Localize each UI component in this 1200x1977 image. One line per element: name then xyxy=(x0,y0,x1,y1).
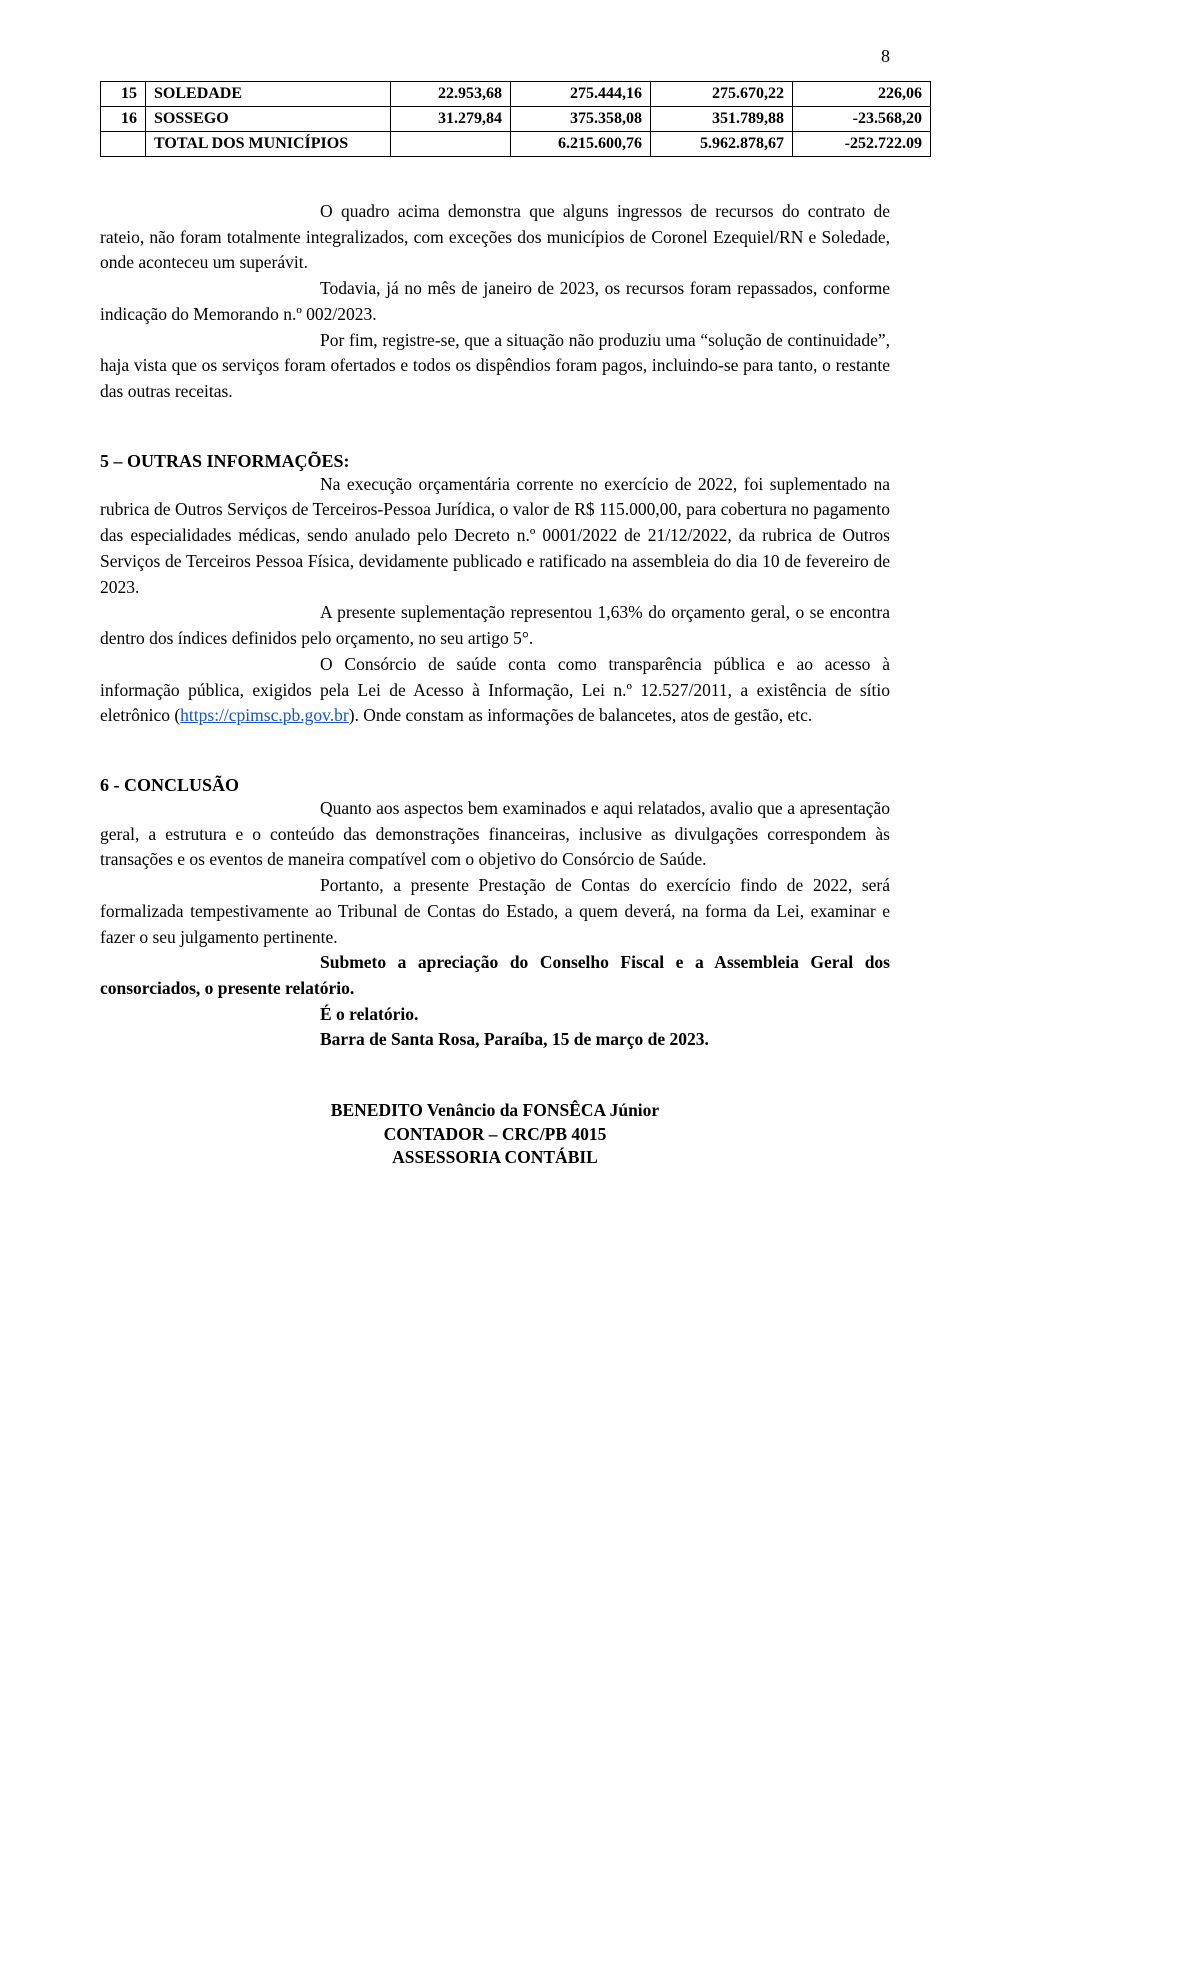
table-cell-municipio: SOLEDADE xyxy=(146,82,391,107)
table-cell-index: 16 xyxy=(101,107,146,132)
table-row xyxy=(101,107,931,132)
table-cell-value xyxy=(391,132,511,157)
paragraph-section5-3 xyxy=(100,652,890,729)
signature-role: ASSESSORIA CONTÁBIL xyxy=(392,1147,598,1168)
table-cell-municipio: SOSSEGO xyxy=(146,107,391,132)
document-body xyxy=(100,199,890,1170)
page-number: 8 xyxy=(881,46,890,66)
paragraph-section5-1: Na execução orçamentária corrente no exercício de 2022, foi suplementado na rubrica de Outros Serviços de Terceiros-Pessoa Jurídica, o valor de R$ 115.000,00, para cobertura no pagamento das especialidades médicas, sendo anulado pelo Decreto n.º 0001/2022 de 21/12/2022, da rubrica de Outros Serviços de Terceiros Pessoa Física, devidamente publicado e ratificado na assembleia do dia 10 de fevereiro de 2023. xyxy=(100,473,890,597)
table-cell-value: -23.568,20 xyxy=(793,107,931,132)
table-row-total xyxy=(101,132,931,157)
signature-block xyxy=(100,1099,890,1170)
paragraph-intro-2: Todavia, já no mês de janeiro de 2023, os recursos foram repassados, conforme indicação do Memorando n.º 002/2023. xyxy=(100,278,890,324)
site-link[interactable]: https://cpimsc.pb.gov.br xyxy=(180,705,349,726)
signature-title: CONTADOR – CRC/PB 4015 xyxy=(383,1123,607,1144)
table-cell-value: 6.215.600,76 xyxy=(511,132,651,157)
paragraph-intro-1: O quadro acima demonstra que alguns ingressos de recursos do contrato de rateio, não foram totalmente integralizados, com exceções dos municípios de Coronel Ezequiel/RN e Soledade, onde aconteceu um superávit. xyxy=(100,201,890,273)
paragraph-section6-2: Portanto, a presente Prestação de Contas do exercício findo de 2022, será formalizada tempestivamente ao Tribunal de Contas do Estado, a quem deverá, na forma da Lei, examinar e fazer o seu julgamento pertinente. xyxy=(100,875,890,947)
table-cell-value: 31.279,84 xyxy=(391,107,511,132)
table-cell-index: 15 xyxy=(101,82,146,107)
paragraph-intro-3: Por fim, registre-se, que a situação não produziu uma “solução de continuidade”, haja vista que os serviços foram ofertados e todos os dispêndios foram pagos, incluindo-se para tanto, o restante das outras receitas. xyxy=(100,329,890,402)
table-cell-value: 275.670,22 xyxy=(651,82,793,107)
table-cell-value: 375.358,08 xyxy=(511,107,651,132)
table-cell-value: -252.722.09 xyxy=(793,132,931,157)
municipios-table xyxy=(100,81,931,157)
table-cell-value: 5.962.878,67 xyxy=(651,132,793,157)
paragraph-section5-3-text-before: O Consórcio de saúde conta como transparência pública e ao acesso à informação pública, exigidos pela Lei de Acesso à Informação, Lei n.º 12.527/2011, a existência de sítio eletrônico ( xyxy=(100,653,890,726)
paragraph-section5-2: A presente suplementação representou 1,63% do orçamento geral, o se encontra dentro dos índices definidos pelo orçamento, no seu artigo 5°. xyxy=(100,602,890,649)
table-cell-index xyxy=(101,132,146,157)
paragraph-section6-1: Quanto aos aspectos bem examinados e aqui relatados, avalio que a apresentação geral, a estrutura e o conteúdo das demonstrações financeiras, inclusive as divulgações correspondem às transações e os eventos de maneira compatível com o objetivo do Consórcio de Saúde. xyxy=(100,797,890,870)
paragraph-section6-data-local: Barra de Santa Rosa, Paraíba, 15 de março de 2023. xyxy=(320,1029,709,1050)
section-5-heading: 5 – OUTRAS INFORMAÇÕES: xyxy=(100,450,350,471)
table-cell-value: 351.789,88 xyxy=(651,107,793,132)
table-cell-value: 226,06 xyxy=(793,82,931,107)
table-cell-value: 275.444,16 xyxy=(511,82,651,107)
table-cell-total-label: TOTAL DOS MUNICÍPIOS xyxy=(146,132,391,157)
paragraph-section6-relatorio: É o relatório. xyxy=(320,1003,419,1024)
paragraph-section6-submeto: Submeto a apreciação do Conselho Fiscal e a Assembleia Geral dos consorciados, o presente relatório. xyxy=(100,952,890,998)
table-row xyxy=(101,82,931,107)
paragraph-section5-3-text-after: ). Onde constam as informações de balancetes, atos de gestão, etc. xyxy=(348,705,813,726)
section-6-heading: 6 - CONCLUSÃO xyxy=(100,774,240,795)
table-cell-value: 22.953,68 xyxy=(391,82,511,107)
signature-name: BENEDITO Venâncio da FONSÊCA Júnior xyxy=(330,1100,660,1121)
